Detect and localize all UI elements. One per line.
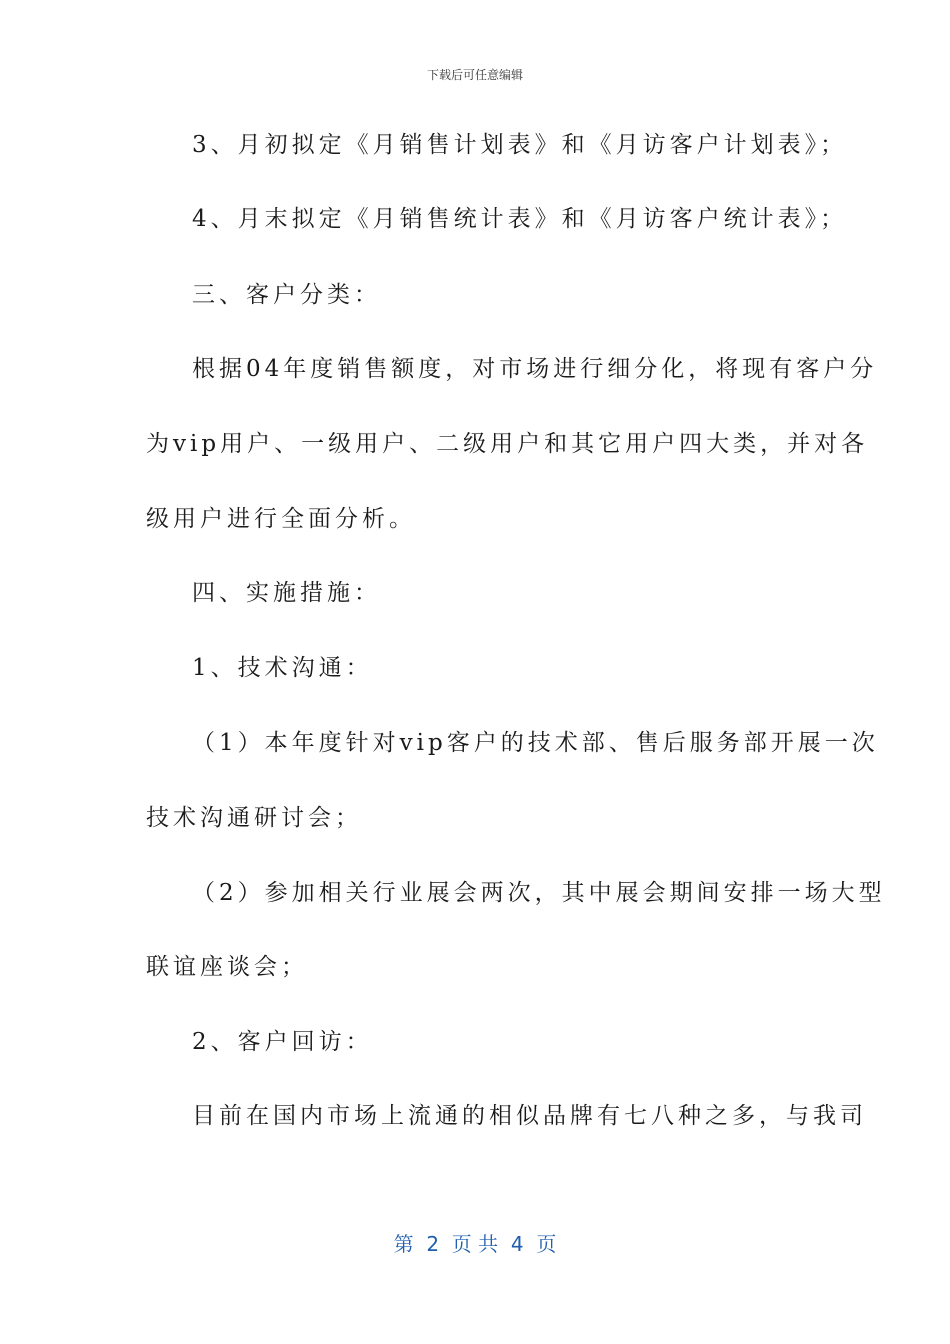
text-line: 为vip用户、一级用户、二级用户和其它用户四大类，并对各 (146, 431, 869, 457)
text-line: 级用户进行全面分析。 (146, 506, 416, 532)
text-line: （1）本年度针对vip客户的技术部、售后服务部开展一次 (192, 730, 879, 756)
text-line: 4、月末拟定《月销售统计表》和《月访客户统计表》； (192, 206, 848, 232)
subsection-heading: 1、技术沟通： (192, 655, 373, 681)
text-line: 联谊座谈会； (146, 954, 308, 980)
text-line: 根据04年度销售额度，对市场进行细分化，将现有客户分 (192, 356, 878, 382)
page-footer: 第 2 页 共 4 页 (393, 1232, 557, 1256)
text-line: 3、月初拟定《月销售计划表》和《月访客户计划表》； (192, 132, 848, 158)
section-heading: 四、实施措施： (192, 580, 381, 606)
text-line: （2）参加相关行业展会两次，其中展会期间安排一场大型 (192, 880, 886, 906)
subsection-heading: 2、客户回访： (192, 1029, 373, 1055)
section-heading: 三、客户分类： (192, 282, 381, 308)
text-line: 技术沟通研讨会； (146, 805, 362, 831)
text-line: 目前在国内市场上流通的相似品牌有七八种之多，与我司 (192, 1103, 867, 1129)
page-header: 下载后可任意编辑 (426, 68, 523, 82)
